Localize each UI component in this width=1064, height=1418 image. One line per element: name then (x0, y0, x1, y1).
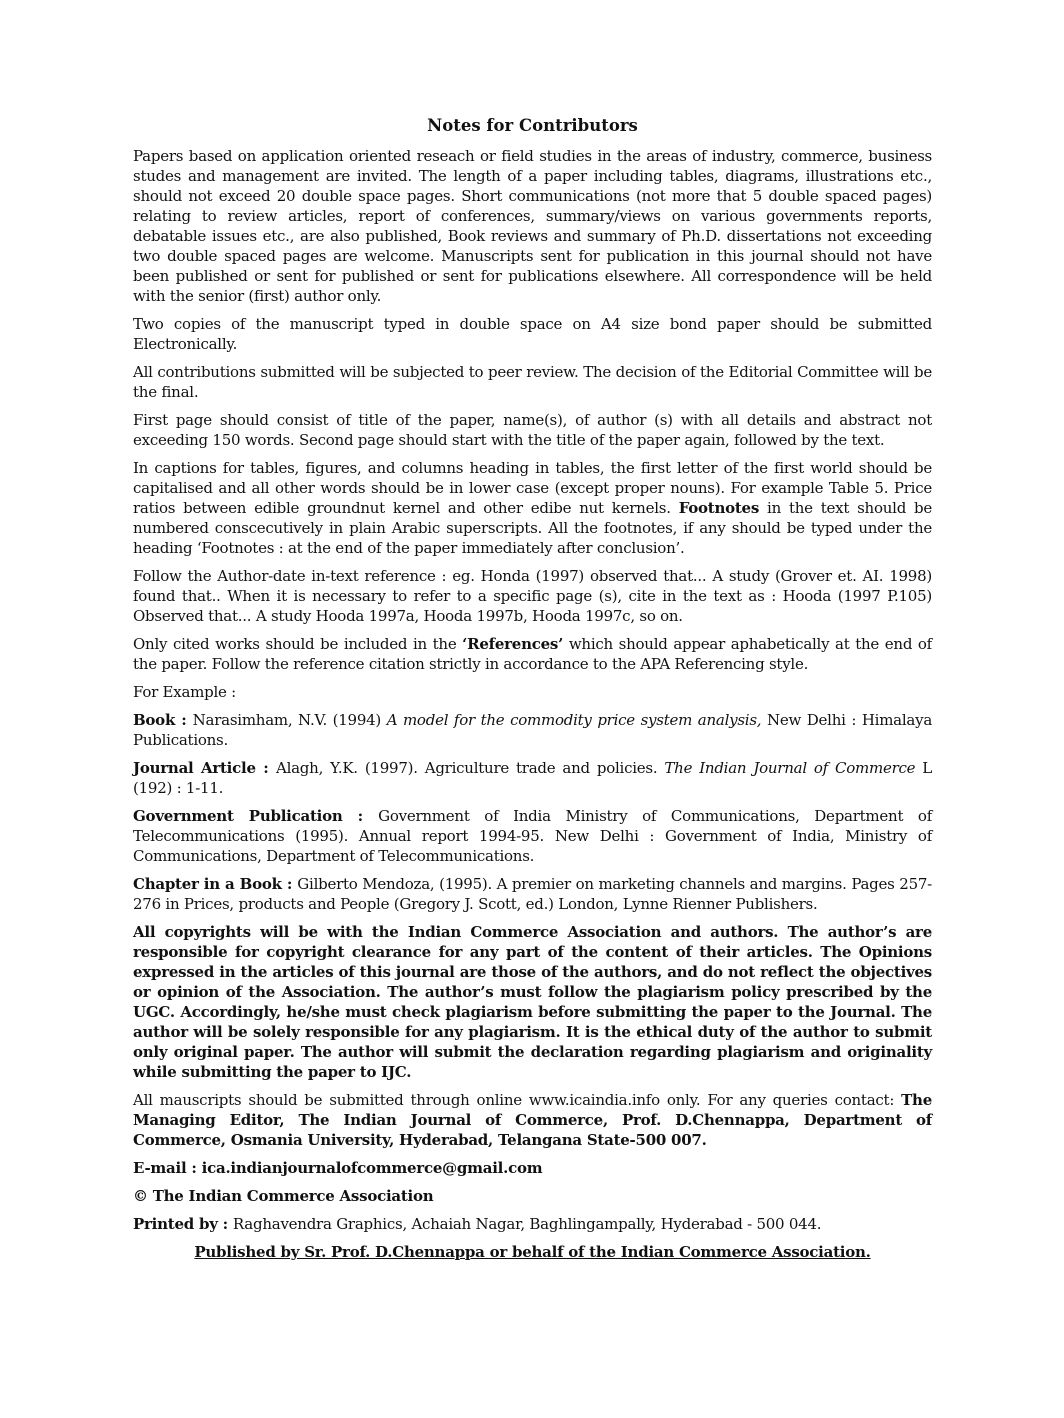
references-term: ‘References’ (462, 635, 564, 653)
copyright-notice (133, 922, 932, 1082)
para-papers: Papers based on application oriented reseach or field studies in the areas of industry, commerce, business studes and management are invited. The length of a paper including tables, diagrams, illustrations etc., should not exceed 20 double space pages. Short communications (not more that 5 double spaced pages) relating to review articles, report of conferences, summary/views on various governments reports, debatable issues etc., are also published, Book reviews and summary of Ph.D. dissertations not exceeding two double spaced pages are welcome. Manuscripts sent for publication in this journal should not have been published or sent for published or sent for publications elsewhere. All correspondence will be held with the senior (first) author only. (133, 147, 932, 305)
gov-text: Government of India Ministry of Communications, Department of Telecommunications (1995). Annual report 1994-95. New Delhi : Government of India, Ministry of Communications, Department of Telecommunications. (133, 807, 933, 865)
para-first-page: First page should consist of title of the paper, name(s), of author (s) with all details and abstract not exceeding 150 words. Second page should start with the title of the paper again, followed by the text. (133, 411, 932, 449)
para-copies: Two copies of the manuscript typed in double space on A4 size bond paper should be submitted Electronically. (133, 315, 932, 353)
example-government (133, 806, 932, 866)
submission-text: All mauscripts should be submitted through online www.icaindia.info only. For any queries contact: (133, 1091, 902, 1109)
example-book (133, 710, 932, 750)
references-text-2: which should appear aphabetically at the end of the paper. Follow the reference citation strictly in accordance to the APA Referencing style. (133, 635, 932, 673)
copyright-line-text: © The Indian Commerce Association (133, 1187, 434, 1205)
para-review: All contributions submitted will be subjected to peer review. The decision of the Editorial Committee will be the final. (133, 363, 932, 401)
published-by-line (133, 1242, 932, 1262)
for-example-label: For Example : (133, 683, 236, 701)
journal-label: Journal Article : (133, 759, 276, 777)
email-text: E-mail : ica.indianjournalofcommerce@gmail.com (133, 1159, 543, 1177)
example-journal (133, 758, 932, 798)
captions-text: In captions for tables, figures, and columns heading in tables, the first letter of the first world should be capitalised and all other words should be in lower case (except proper nouns). For example Table 5. Price ratios between edible groundnut kernel and other edibe nut kernels. (133, 459, 932, 517)
captions-text-2: in the text should be numbered conscecutively in plain Arabic superscripts. All the footnotes, if any should be typed under the heading ‘Footnotes : at the end of the paper immediately after conclusion’. (133, 499, 932, 557)
page-title: Notes for Contributors (427, 116, 638, 135)
para-author-date: Follow the Author-date in-text reference : eg. Honda (1997) observed that... A study (Grover et. AI. 1998) found that.. When it is necessary to refer to a specific page (s), cite in the text as : Hooda (1997 P.105) Observed that... A study Hooda 1997a, Hooda 1997b, Hooda 1997c, so on. (133, 567, 932, 625)
book-title: A model for the commodity price system analysis, (386, 711, 762, 729)
journal-title: The Indian Journal of Commerce (664, 759, 916, 777)
published-by-text: Published by Sr. Prof. D.Chennappa or behalf of the Indian Commerce Association. (194, 1243, 871, 1261)
journal-volume: L (192) : 1-11. (133, 759, 932, 797)
printed-by-line (133, 1214, 932, 1234)
notes-page (133, 114, 932, 1270)
references-text: Only cited works should be included in the (133, 635, 463, 653)
footnotes-term: Footnotes (678, 499, 760, 517)
example-chapter (133, 874, 932, 914)
submission-info (133, 1090, 932, 1150)
para-references (133, 634, 932, 674)
book-author: Narasimham, N.V. (1994) (192, 711, 387, 729)
email-line (133, 1158, 932, 1178)
para-captions (133, 458, 932, 558)
managing-editor-address: The Managing Editor, The Indian Journal of Commerce, Prof. D.Chennappa, Department of Commerce, Osmania University, Hyderabad, Telangana State-500 007. (133, 1091, 932, 1149)
book-publisher: New Delhi : Himalaya Publications. (133, 711, 933, 749)
gov-label: Government Publication : (133, 807, 379, 825)
copyright-line (133, 1186, 932, 1206)
book-label: Book : (133, 711, 193, 729)
chapter-label: Chapter in a Book : (133, 875, 298, 893)
journal-author: Alagh, Y.K. (1997). Agriculture trade and policies. (275, 759, 665, 777)
copyright-notice-text: All copyrights will be with the Indian Commerce Association and authors. The author’s are responsible for copyright clearance for any part of the content of their articles. The Opinions expressed in the articles of this journal are those of the authors, and do not reflect the objectives or opinion of the Association. The author’s must follow the plagiarism policy prescribed by the UGC. Accordingly, he/she must check plagiarism before submitting the paper to the Journal. The author will be solely responsible for any plagiarism. It is the ethical duty of the author to submit only original paper. The author will submit the declaration regarding plagiarism and originality while submitting the paper to IJC. (133, 923, 932, 1081)
printed-by-label: Printed by : (133, 1215, 233, 1233)
chapter-text: Gilberto Mendoza, (1995). A premier on marketing channels and margins. Pages 257-276 in Prices, products and People (Gregory J. Scott, ed.) London, Lynne Rienner Publishers. (133, 875, 932, 913)
printer-address: Raghavendra Graphics, Achaiah Nagar, Baghlingampally, Hyderabad - 500 044. (232, 1215, 822, 1233)
